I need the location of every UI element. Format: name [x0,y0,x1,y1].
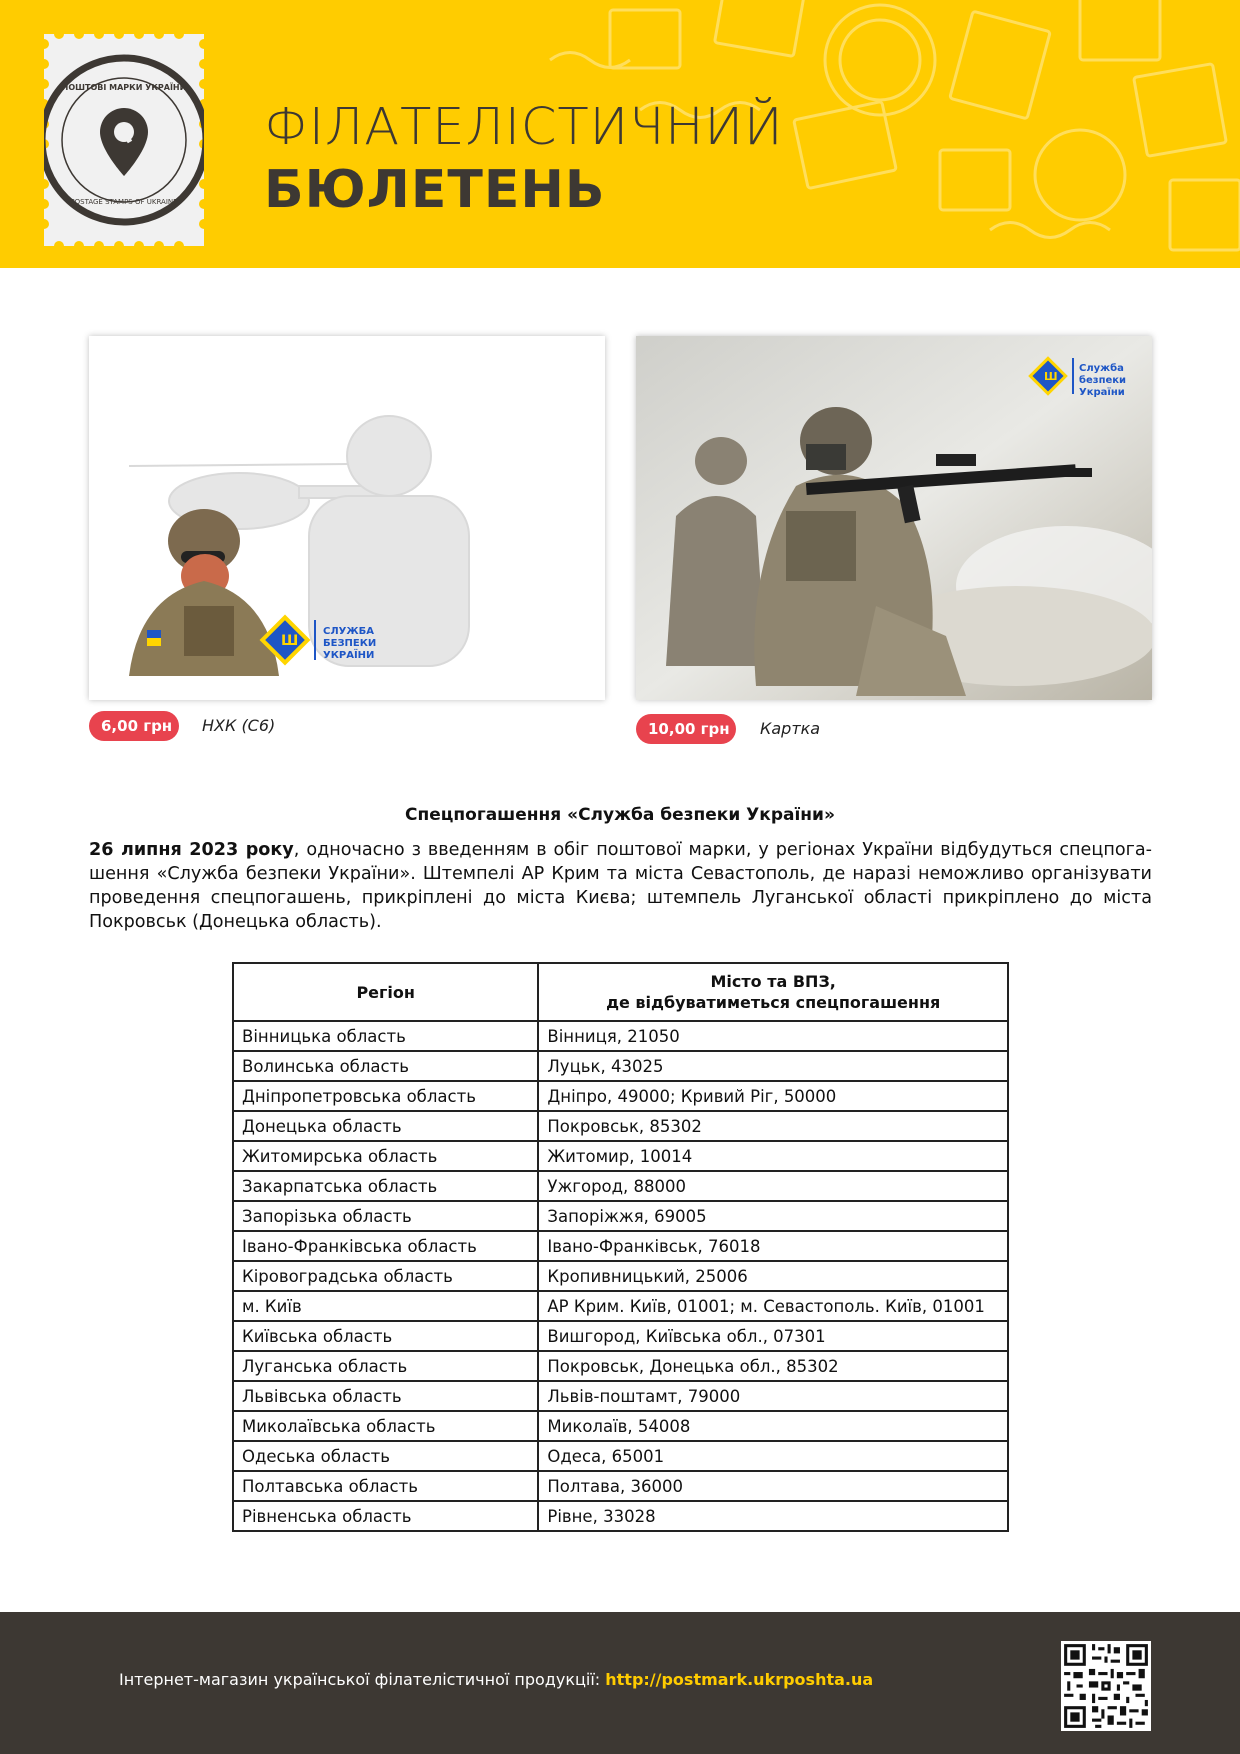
table-row [233,1411,1008,1441]
postage-stamps-logo [44,34,204,246]
region-cell: Одеська область [233,1441,538,1471]
table-row [233,1291,1008,1321]
city-cell: Львів-поштамт, 79000 [538,1381,1008,1411]
column-header-city-line1: Місто та ВПЗ, [710,972,836,991]
product-label-postcard: Картка [760,719,821,738]
svg-text:Ш: Ш [1044,370,1058,383]
region-cell: Житомирська область [233,1141,538,1171]
region-cell: Івано-Франківська область [233,1231,538,1261]
city-cell: Житомир, 10014 [538,1141,1008,1171]
city-cell: Рівне, 33028 [538,1501,1008,1531]
column-header-city-line2: де відбуватиметься спецпогашення [606,993,941,1012]
sbu-logo-line1: СЛУЖБА [323,626,374,637]
region-cell: Донецька область [233,1111,538,1141]
footer [0,1612,1240,1754]
table-row [233,1321,1008,1351]
bulletin-title-line2: БЮЛЕТЕНЬ [264,160,606,220]
envelope-image [89,336,605,700]
intro-date: 26 липня 2023 року [89,840,294,860]
table-row [233,1021,1008,1051]
product-label-envelope: НХК (С6) [202,716,276,735]
table-row [233,1351,1008,1381]
table-row [233,1471,1008,1501]
qr-code[interactable] [1061,1641,1151,1731]
footer-text [119,1670,873,1689]
region-cell: Луганська область [233,1351,538,1381]
city-cell: Ужгород, 88000 [538,1171,1008,1201]
intro-paragraph [89,838,1152,934]
bulletin-title-line1: ФІЛАТЕЛІСТИЧНИЙ [264,98,784,157]
table-header-row [233,963,1008,1021]
region-cell: м. Київ [233,1291,538,1321]
shop-link[interactable]: http://postmark.ukrposhta.ua [605,1670,874,1689]
table-row [233,1501,1008,1531]
region-cell: Київська область [233,1321,538,1351]
city-cell: Миколаїв, 54008 [538,1411,1008,1441]
city-cell: Покровськ, Донецька обл., 85302 [538,1351,1008,1381]
city-cell: Луцьк, 43025 [538,1051,1008,1081]
region-cell: Вінницька область [233,1021,538,1051]
region-cell: Миколаївська область [233,1411,538,1441]
table-row [233,1441,1008,1471]
city-cell: Одеса, 65001 [538,1441,1008,1471]
table-row [233,1381,1008,1411]
table-row [233,1141,1008,1171]
svg-text:Ш: Ш [281,633,299,649]
table-row [233,1111,1008,1141]
sbu-logo-line2: БЕЗПЕКИ [323,638,377,649]
column-header-city [538,963,1008,1021]
region-cell: Кіровоградська область [233,1261,538,1291]
logo-text-bottom: POSTAGE STAMPS OF UKRAINE [70,198,178,206]
city-cell: АР Крим. Київ, 01001; м. Севастополь. Київ, 01001 [538,1291,1008,1321]
region-cell: Дніпропетровська область [233,1081,538,1111]
city-cell: Кропивницький, 25006 [538,1261,1008,1291]
city-cell: Вінниця, 21050 [538,1021,1008,1051]
region-cell: Львівська область [233,1381,538,1411]
region-cell: Волинська область [233,1051,538,1081]
city-cell: Вишгород, Київська обл., 07301 [538,1321,1008,1351]
price-badge-postcard: 10,00 грн [636,714,736,744]
region-cell: Рівненська область [233,1501,538,1531]
price-badge-envelope: 6,00 грн [89,711,179,741]
region-cell: Запорізька область [233,1201,538,1231]
city-cell: Полтава, 36000 [538,1471,1008,1501]
city-cell: Покровськ, 85302 [538,1111,1008,1141]
city-cell: Запоріжжя, 69005 [538,1201,1008,1231]
region-cell: Полтавська область [233,1471,538,1501]
postcard-logo-line3: України [1079,387,1125,398]
logo-text-top: ПОШТОВІ МАРКИ УКРАЇНИ [61,83,187,92]
postcard-logo-line2: безпеки [1079,375,1127,386]
city-cell: Івано-Франківськ, 76018 [538,1231,1008,1261]
table-row [233,1261,1008,1291]
table-row [233,1051,1008,1081]
table-row [233,1081,1008,1111]
city-cell: Дніпро, 49000; Кривий Ріг, 50000 [538,1081,1008,1111]
postcard-image [636,336,1152,700]
special-cancellation-table [232,962,1009,1532]
header-banner [0,0,1240,268]
sbu-logo-line3: УКРАЇНИ [323,650,375,661]
table-row [233,1231,1008,1261]
table-row [233,1171,1008,1201]
intro-text: , одночасно з введенням в обіг поштової марки, у регіонах України відбудуться спецпога-шення «Служба безпеки України». Штемпелі АР Крим та міста Севастополь, де наразі неможливо організувати проведення спецпогашень, прикріплені до міста Києва; штемпель Луганської області прикріплено до міста Покровськ (Донецька область). [89,840,1152,932]
column-header-region: Регіон [233,963,538,1021]
section-title: Спецпогашення «Служба безпеки України» [405,805,835,825]
postcard-logo-line1: Служба [1079,363,1124,374]
table-row [233,1201,1008,1231]
region-cell: Закарпатська область [233,1171,538,1201]
footer-caption: Інтернет-магазин української філателістичної продукції: [119,1670,606,1689]
